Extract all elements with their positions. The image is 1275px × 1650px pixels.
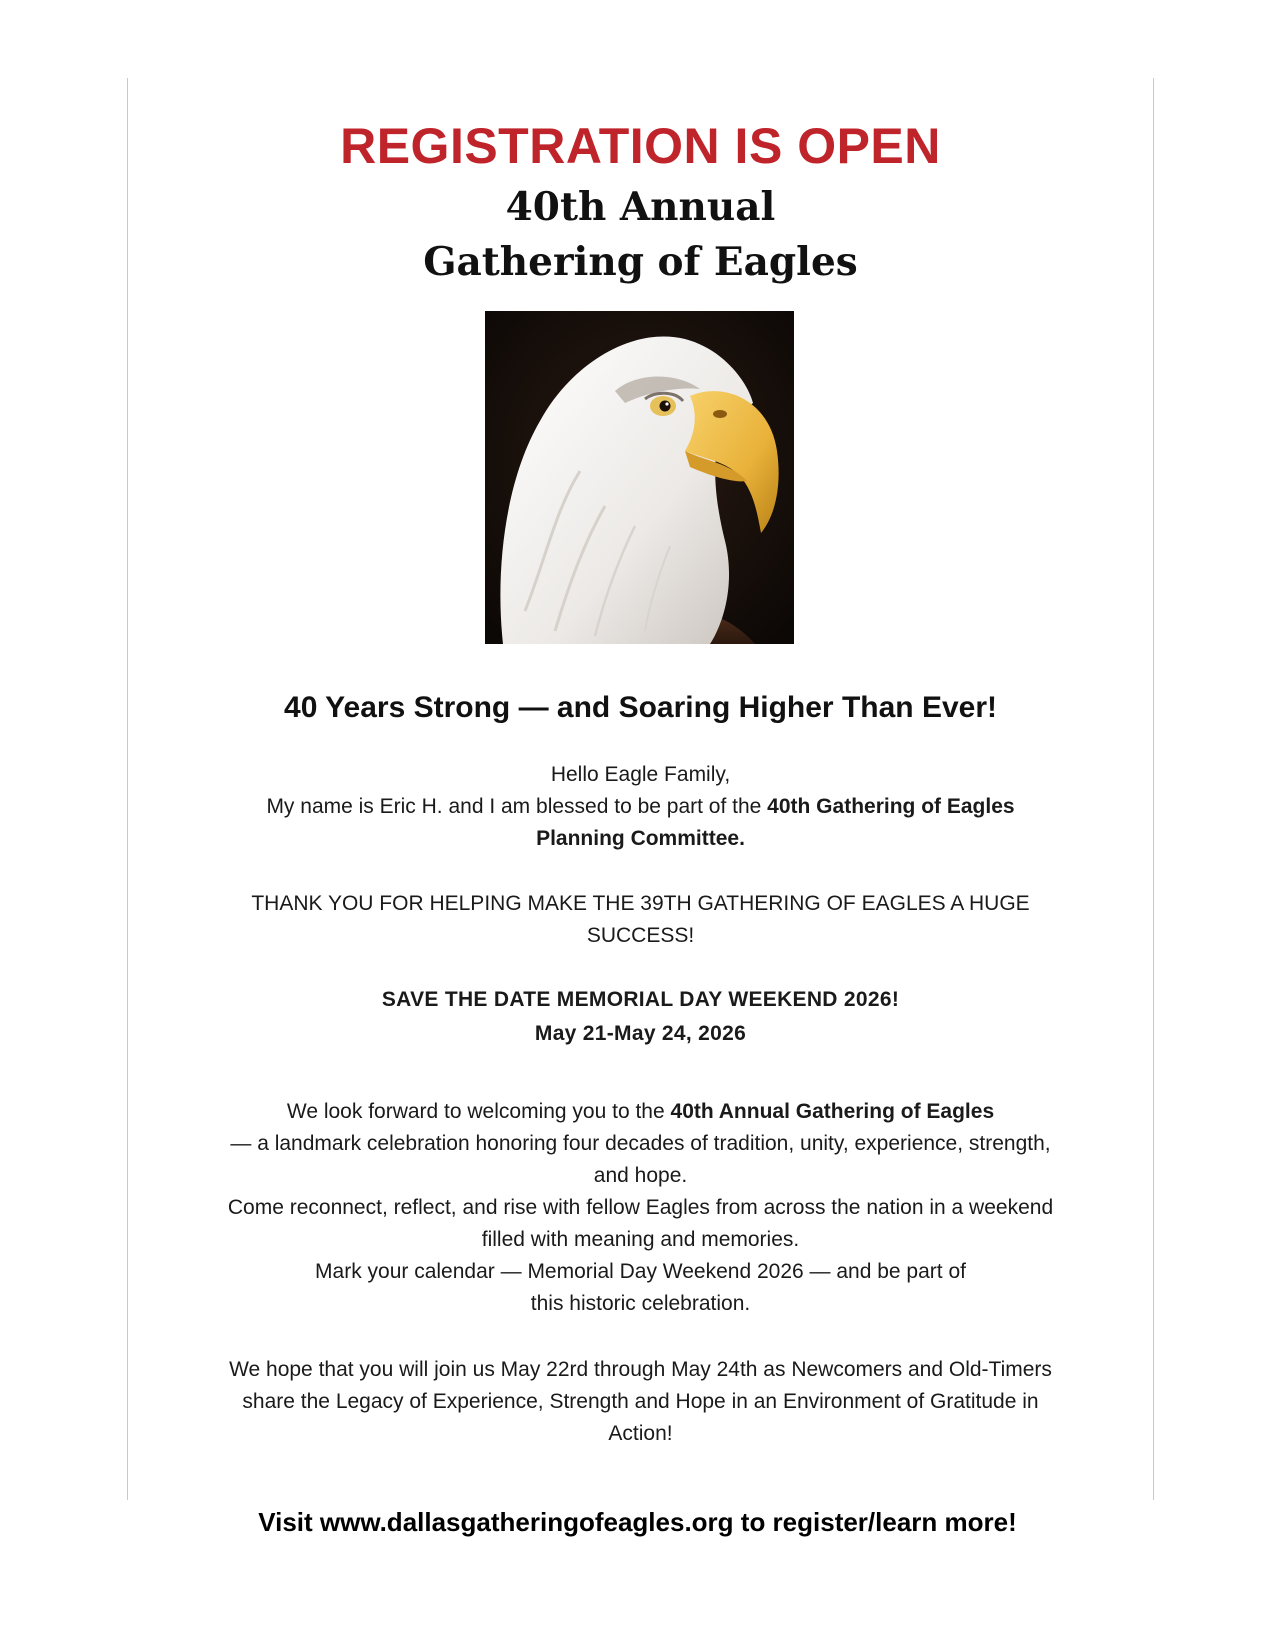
welcome-line-3: and hope. — [593, 1164, 688, 1187]
intro-text-plain: My name is Eric H. and I am blessed to be part of the — [266, 795, 768, 818]
bald-eagle-head-photo — [485, 311, 794, 644]
intro-text-line-2 — [148, 822, 1133, 855]
intro-text — [148, 790, 1133, 823]
right-border-line — [1153, 78, 1154, 1500]
welcome-event-name: 40th Annual Gathering of Eagles — [670, 1100, 995, 1123]
event-date-range: May 21-May 24, 2026 — [534, 1022, 747, 1045]
event-title-line-1: 40th Annual — [505, 184, 776, 230]
website-call-to-action: Visit www.dallasgatheringofeagles.org to register/learn more! — [258, 1507, 1017, 1537]
event-title-line-2: Gathering of Eagles — [423, 239, 858, 285]
registration-headline: REGISTRATION IS OPEN — [340, 118, 941, 174]
left-border-line — [127, 78, 128, 1500]
tagline: 40 Years Strong — and Soaring Higher Than Ever! — [284, 691, 997, 724]
join-line-1: We hope that you will join us May 22rd through May 24th as Newcomers and Old-Timers — [229, 1358, 1052, 1381]
join-line-3: Action! — [608, 1422, 673, 1445]
welcome-line-2: — a landmark celebration honoring four decades of tradition, unity, experience, strength, — [230, 1132, 1051, 1155]
greeting-text: Hello Eagle Family, — [550, 763, 731, 786]
thank-you-line-1: THANK YOU FOR HELPING MAKE THE 39TH GATHERING OF EAGLES A HUGE — [251, 892, 1030, 915]
reconnect-line-2: filled with meaning and memories. — [481, 1228, 800, 1251]
intro-committee-suffix: Planning Committee. — [536, 827, 745, 850]
save-the-date: SAVE THE DATE MEMORIAL DAY WEEKEND 2026! — [381, 988, 900, 1011]
thank-you-line-2: SUCCESS! — [586, 924, 695, 947]
calendar-line-1: Mark your calendar — Memorial Day Weekend 2026 — and be part of — [315, 1260, 966, 1283]
welcome-line-1 — [148, 1095, 1133, 1128]
intro-committee-name: 40th Gathering of Eagles — [767, 795, 1015, 818]
calendar-line-2: this historic celebration. — [530, 1292, 751, 1315]
reconnect-line-1: Come reconnect, reflect, and rise with fellow Eagles from across the nation in a weekend — [227, 1196, 1054, 1219]
welcome-text-plain: We look forward to welcoming you to the — [286, 1100, 671, 1123]
join-line-2: share the Legacy of Experience, Strength and Hope in an Environment of Gratitude in — [242, 1390, 1039, 1413]
